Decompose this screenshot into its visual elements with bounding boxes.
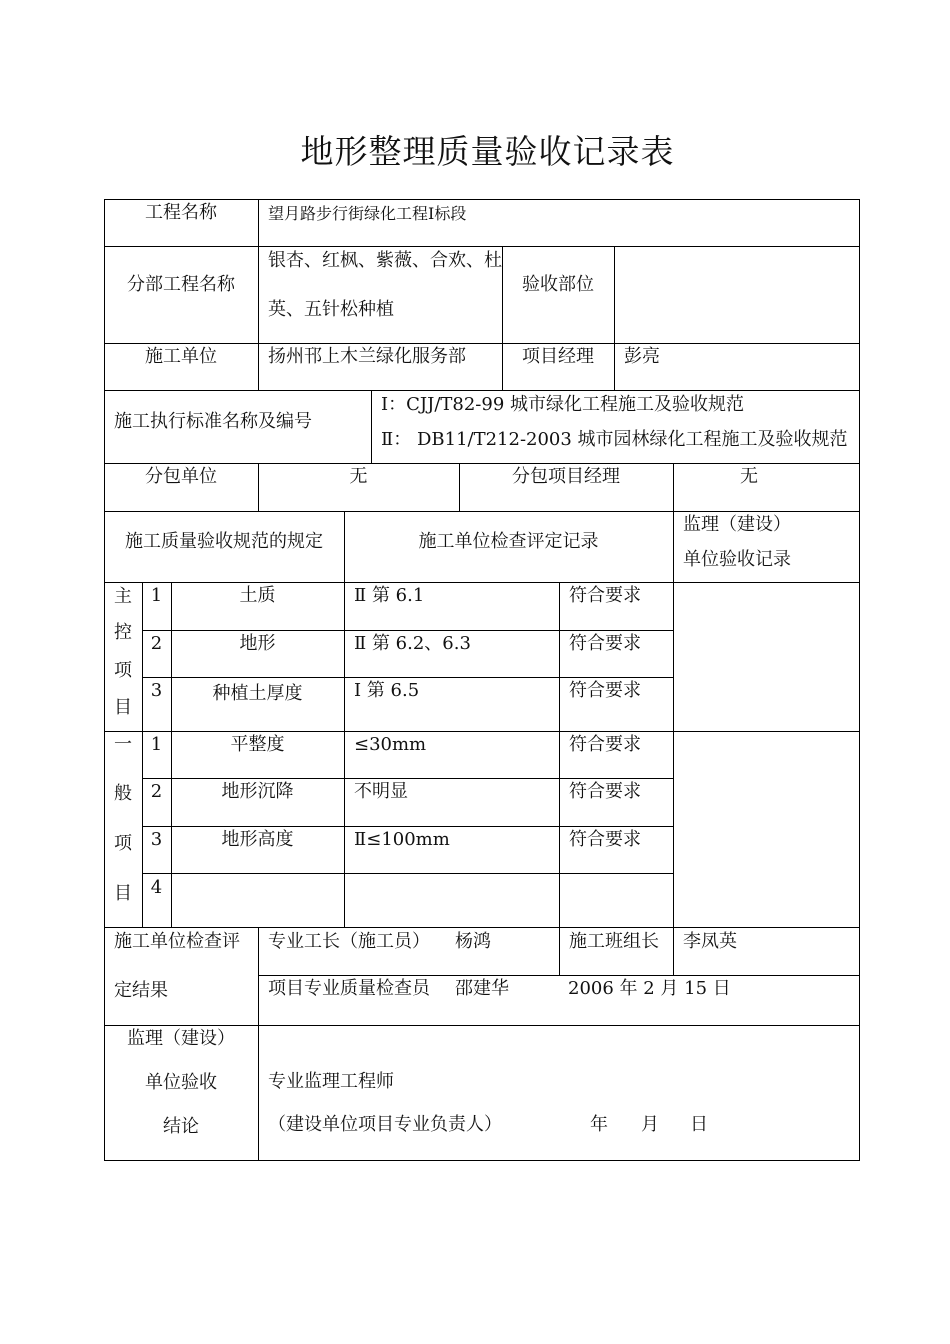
main-item-no: 1: [150, 585, 163, 606]
col-divider: [258, 927, 259, 1161]
row-divider: [104, 1025, 860, 1026]
subcontractor-label: 分包单位: [145, 466, 217, 487]
row-divider: [104, 463, 860, 464]
spec-header: 施工质量验收规范的规定: [125, 531, 323, 552]
general-item-no: 2: [150, 781, 163, 802]
col-divider: [258, 199, 259, 391]
row-divider: [104, 343, 860, 344]
main-items-label-char: 目: [114, 697, 132, 718]
contractor-value: 扬州邗上木兰绿化服务部: [268, 346, 466, 367]
row-divider: [104, 511, 860, 512]
main-item-result: 符合要求: [569, 585, 641, 606]
main-items-label-char: 项: [114, 660, 132, 681]
project-manager-value: 彭亮: [624, 346, 660, 367]
standard-1: Ⅰ：CJJ/T82-99 城市绿化工程施工及验收规范: [381, 394, 744, 415]
col-divider: [614, 246, 615, 391]
main-item-name: 地形: [239, 633, 276, 654]
table-border-bottom: [104, 1160, 860, 1161]
general-item-result: 符合要求: [569, 829, 641, 850]
main-items-label-char: 主: [114, 586, 132, 607]
inspector-label: 项目专业质量检查员: [268, 978, 430, 999]
owner-representative-label: （建设单位项目专业负责人）: [268, 1114, 502, 1135]
supervision-label-line3: 结论: [163, 1116, 199, 1137]
inspector-value: 邵建华: [455, 978, 509, 999]
main-item-spec: Ⅱ 第 6.1: [354, 585, 425, 606]
row-divider: [104, 246, 860, 247]
check-result-label-line1: 施工单位检查评: [114, 931, 240, 952]
contractor-label: 施工单位: [145, 346, 217, 367]
general-items-label-char: 项: [114, 833, 132, 854]
general-item-result: 符合要求: [569, 781, 641, 802]
general-item-spec: ≤30mm: [354, 734, 427, 755]
row-divider: [142, 630, 673, 631]
row-divider: [104, 582, 860, 583]
sign-year: 年: [590, 1114, 608, 1135]
general-items-label-char: 目: [114, 883, 132, 904]
project-manager-label: 项目经理: [522, 346, 594, 367]
sign-month: 月: [641, 1114, 659, 1135]
sub-project-value-line2: 英、五针松种植: [268, 299, 394, 320]
supervision-header-line1: 监理（建设）: [683, 514, 791, 535]
col-divider: [673, 511, 674, 583]
col-divider: [673, 582, 674, 928]
general-item-no: 4: [150, 877, 163, 898]
row-divider: [142, 778, 673, 779]
sign-day: 日: [690, 1114, 708, 1135]
col-divider: [371, 390, 372, 464]
general-item-name: 平整度: [230, 734, 285, 755]
page-title: 地形整理质量验收记录表: [300, 132, 675, 171]
accept-part-label: 验收部位: [522, 274, 594, 295]
sub-project-value-line1: 银杏、红枫、紫薇、合欢、杜: [268, 250, 502, 271]
row-divider: [104, 927, 860, 928]
col-divider: [344, 582, 345, 928]
main-item-spec: Ⅱ 第 6.2、6.3: [354, 633, 471, 654]
sub-manager-value: 无: [740, 466, 758, 487]
supervision-label-line2: 单位验收: [145, 1072, 217, 1093]
row-divider: [104, 731, 860, 732]
check-date: 2006 年 2 月 15 日: [568, 978, 731, 999]
record-header: 施工单位检查评定记录: [418, 531, 599, 552]
table-border-top: [104, 199, 860, 200]
row-divider: [142, 677, 673, 678]
subcontractor-value: 无: [349, 466, 368, 487]
foreman-label: 专业工长（施工员）: [268, 931, 430, 952]
sub-manager-label: 分包项目经理: [512, 466, 620, 487]
general-item-no: 1: [150, 734, 163, 755]
main-items-label-char: 控: [114, 622, 132, 643]
supervision-label-line1: 监理（建设）: [127, 1028, 235, 1049]
col-divider: [673, 927, 674, 976]
row-divider: [142, 826, 673, 827]
row-divider: [104, 390, 860, 391]
general-items-label-char: 一: [114, 734, 132, 755]
general-item-spec: Ⅱ≤100mm: [354, 829, 450, 850]
main-item-spec: Ⅰ 第 6.5: [354, 680, 420, 701]
col-divider: [559, 927, 560, 976]
supervision-header-line2: 单位验收记录: [683, 549, 791, 570]
main-item-no: 2: [150, 633, 163, 654]
main-item-result: 符合要求: [569, 633, 641, 654]
supervising-engineer-label: 专业监理工程师: [268, 1071, 394, 1092]
general-item-name: 地形沉降: [221, 781, 294, 802]
sub-project-label: 分部工程名称: [127, 274, 235, 295]
main-item-name: 土质: [239, 585, 276, 606]
team-leader-label: 施工班组长: [569, 931, 659, 952]
col-divider: [502, 246, 503, 391]
foreman-value: 杨鸿: [455, 931, 491, 952]
general-item-spec: 不明显: [354, 781, 408, 802]
general-item-result: 符合要求: [569, 734, 641, 755]
check-result-label-line2: 定结果: [114, 980, 168, 1001]
general-item-name: 地形高度: [221, 829, 294, 850]
team-leader-value: 李凤英: [683, 931, 737, 952]
main-item-result: 符合要求: [569, 680, 641, 701]
project-name-value: 望月路步行街绿化工程Ⅰ标段: [268, 204, 467, 223]
main-item-no: 3: [150, 680, 163, 701]
general-items-label-char: 般: [114, 783, 132, 804]
row-divider: [142, 873, 673, 874]
project-name-label: 工程名称: [145, 202, 217, 223]
main-item-name: 种植土厚度: [212, 683, 303, 704]
standard-2: Ⅱ： DB11/T212-2003 城市园林绿化工程施工及验收规范: [381, 429, 848, 450]
table-border-right: [859, 199, 860, 1161]
col-divider: [559, 582, 560, 928]
general-item-no: 3: [150, 829, 163, 850]
standard-label: 施工执行标准名称及编号: [114, 411, 312, 432]
